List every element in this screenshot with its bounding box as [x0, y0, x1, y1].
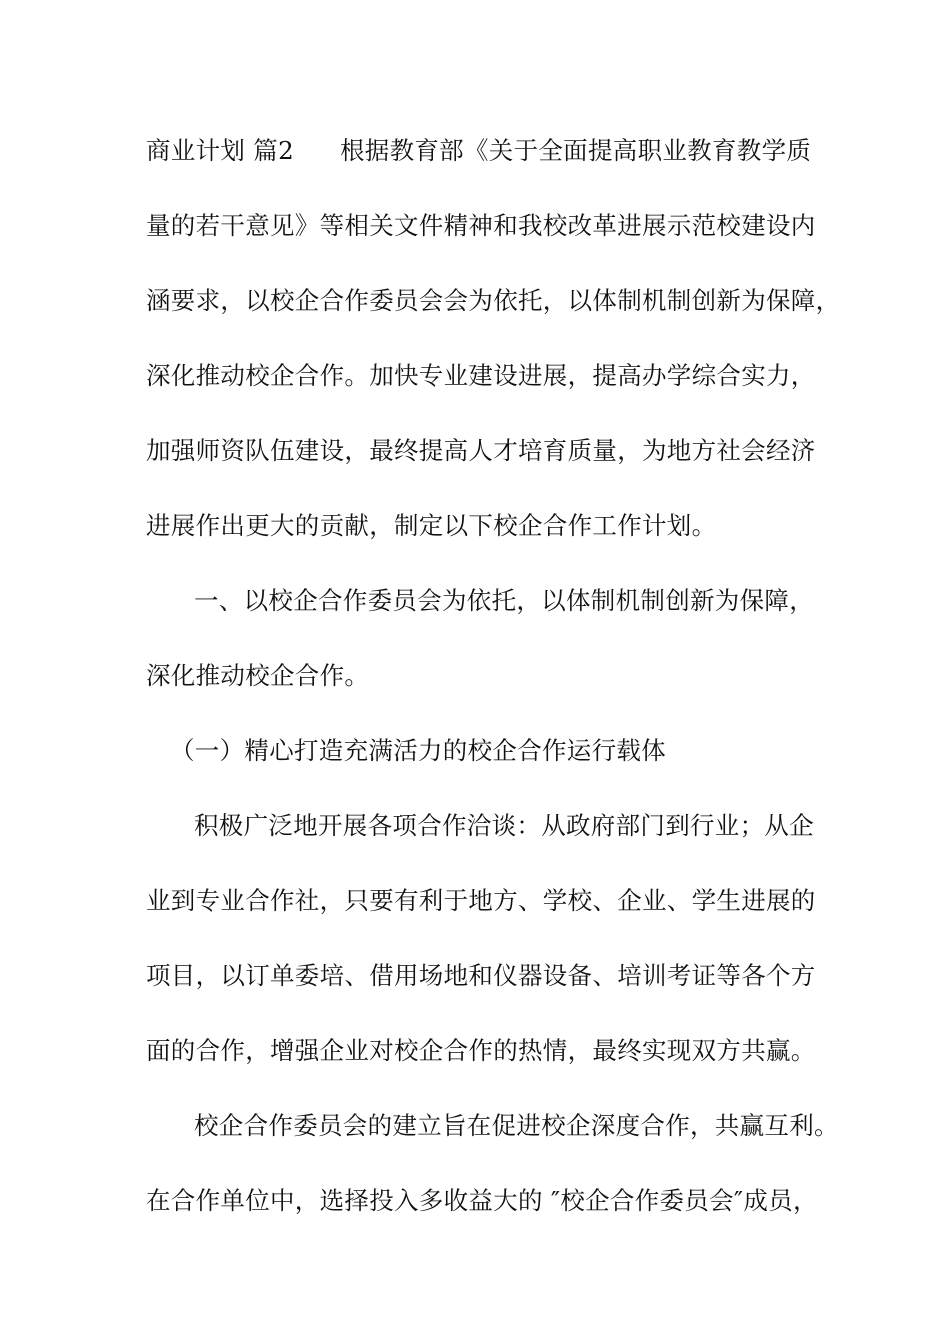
- section-heading: 商业计划 篇2: [146, 136, 294, 165]
- paragraph-line: [146, 131, 836, 171]
- paragraph-line: 涵要求，以校企合作委员会会为依托，以体制机制创新为保障，: [146, 286, 841, 315]
- paragraph-line: 校企合作委员会的建立旨在促进校企深度合作，共赢互利。: [194, 1111, 839, 1140]
- paragraph-line: 面的合作，增强企业对校企合作的热情，最终实现双方共赢。: [146, 1036, 816, 1065]
- subsection-title: （一）精心打造充满活力的校企合作运行载体: [170, 736, 666, 765]
- paragraph-line: 在合作单位中，选择投入多收益大的 ″校企合作委员会″成员，: [146, 1186, 818, 1215]
- paragraph-line: 积极广泛地开展各项合作洽谈：从政府部门到行业；从企: [194, 811, 814, 840]
- paragraph-line: 加强师资队伍建设，最终提高人才培育质量，为地方社会经济: [146, 436, 816, 465]
- paragraph-line: 深化推动校企合作。加快专业建设进展，提高办学综合实力，: [146, 361, 816, 390]
- paragraph-text: 根据教育部《关于全面提高职业教育教学质: [339, 136, 812, 165]
- paragraph-line: 量的若干意见》等相关文件精神和我校改革进展示范校建设内: [146, 211, 816, 240]
- paragraph-line: 进展作出更大的贡献，制定以下校企合作工作计划。: [146, 511, 717, 540]
- paragraph-line: 业到专业合作社，只要有利于地方、学校、企业、学生进展的: [146, 886, 816, 915]
- section-title-line: 一、以校企合作委员会为依托，以体制机制创新为保障，: [194, 586, 814, 615]
- paragraph-line: 项目，以订单委培、借用场地和仪器设备、培训考证等各个方: [146, 961, 816, 990]
- paragraph-line: 深化推动校企合作。: [146, 661, 370, 690]
